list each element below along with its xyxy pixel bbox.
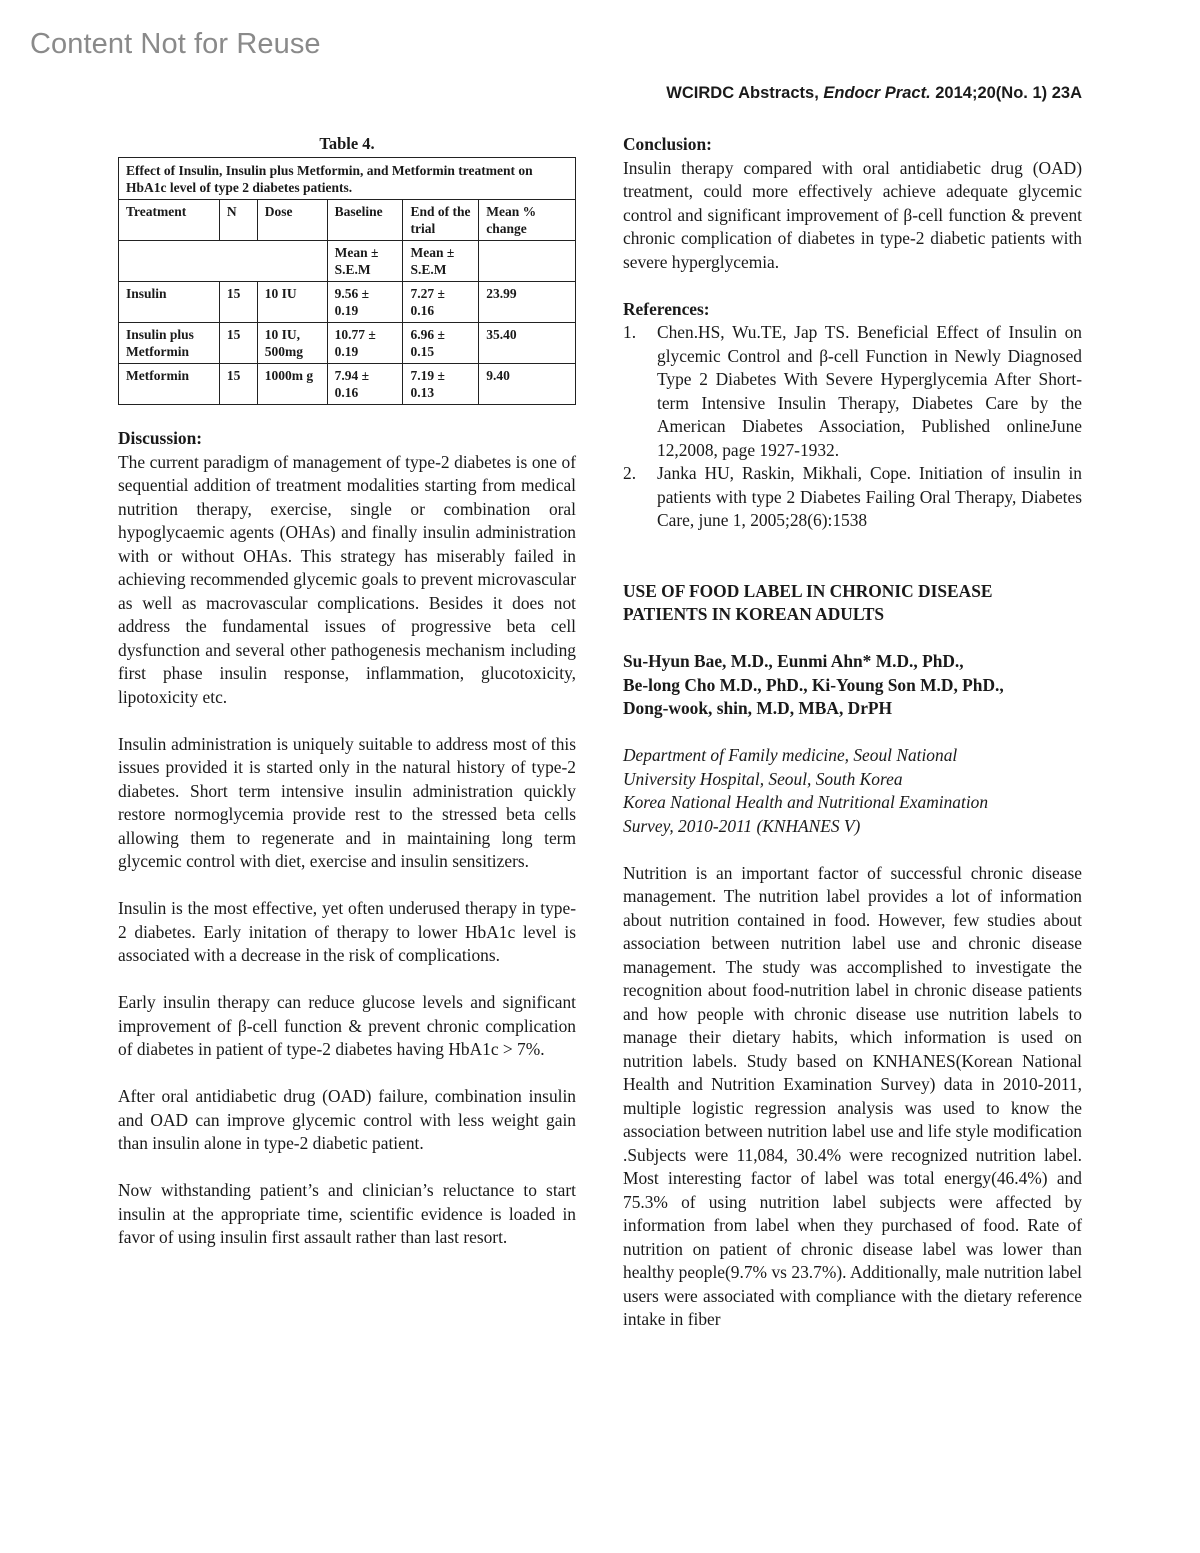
- discussion-paragraph: Insulin is the most effective, yet often underused therapy in type-2 diabetes. Early initation of therapy to lower HbA1c level is associated with a decrease in the risk of complications.: [118, 898, 576, 965]
- cell-baseline: 9.56 ± 0.19: [327, 282, 403, 323]
- header-mean-change: Mean % change: [479, 200, 576, 241]
- cell-treatment: Metformin: [119, 364, 220, 405]
- table-row: [119, 364, 576, 405]
- running-head-prefix: WCIRDC Abstracts,: [666, 84, 824, 102]
- author-line: Su-Hyun Bae, M.D., Eunmi Ahn* M.D., PhD.,: [623, 651, 964, 671]
- watermark: Content Not for Reuse: [30, 28, 321, 60]
- table-row: [119, 323, 576, 364]
- affiliation-line: Survey, 2010-2011 (KNHANES V): [623, 815, 861, 836]
- references-list: [623, 321, 1082, 533]
- references-heading: References:: [623, 298, 710, 319]
- header-n: N: [219, 200, 257, 241]
- reference-item: [623, 462, 1082, 533]
- affiliation-line: University Hospital, Seoul, South Korea: [623, 768, 903, 789]
- article-body: Nutrition is an important factor of successful chronic disease management. The nutrition label provides a lot of information about nutrition contained in food. However, few studies about association between nutrition label use and chronic disease management. The study was accomplished to investigate the recognition about food-nutrition label in chronic disease patients and how people with chronic disease use nutrition labels to manage their dietary habits, which information is used on nutrition labels. Study based on KNHANES(Korean National Health and Nutrition Examination Survey) data in 2010-2011, multiple logistic regression analysis was used to know the association between nutrition label use and life style modification .Subjects were 11,084, 30.4% were recognized nutrition label. Most interesting factor of label was total energy(46.4%) and 75.3% of using nutrition label subjects were affected by information from label when they purchased of food. Rate of nutrition on patient of chronic disease label was lower than healthy people(9.7% vs 23.7%). Additionally, male nutrition label users were associated with compliance with the dietary reference intake in fiber: [623, 862, 1082, 1329]
- affiliation-line: Korea National Health and Nutritional Examination: [623, 792, 989, 812]
- subheader-end: Mean ± S.E.M: [403, 241, 479, 282]
- table-row: [119, 282, 576, 323]
- table-subheader-row: [119, 241, 576, 282]
- header-treatment: Treatment: [119, 200, 220, 241]
- cell-end: 7.19 ± 0.13: [403, 364, 479, 405]
- subheader-empty: [119, 241, 328, 282]
- article-title-line: PATIENTS IN KOREAN ADULTS: [623, 604, 885, 624]
- cell-baseline: 10.77 ± 0.19: [327, 323, 403, 364]
- discussion-paragraph: Now withstanding patient’s and clinician’s reluctance to start insulin at the appropriate time, scientific evidence is loaded in favor of using insulin first assault rather than last resort.: [118, 1180, 576, 1247]
- conclusion-text: Insulin therapy compared with oral antidiabetic drug (OAD) treatment, could more effectively achieve adequate glycemic control and significant improvement of β-cell function & prevent chronic complication of diabetes in type-2 diabetic patients with severe hyperglycemia.: [623, 157, 1082, 272]
- cell-dose: 10 IU: [257, 282, 327, 323]
- cell-end: 7.27 ± 0.16: [403, 282, 479, 323]
- discussion-paragraph: Insulin administration is uniquely suitable to address most of this issues provided it is started only in the natural history of type-2 diabetes. Short term intensive insulin administration quickly restore normoglycemia provide rest to the stressed beta cells allowing them to regenerate and in maintaining long term glycemic control with diet, exercise and insulin sensitizers.: [118, 733, 576, 871]
- discussion-paragraph: The current paradigm of management of type-2 diabetes is one of sequential addition of treatment modalities starting from medical nutrition therapy, exercise, single or combination oral hypoglycaemic agents (OHAs) and finally insulin administration with or without OHAs. This strategy has miserably failed in achieving recommended glycemic goals to prevent microvascular as well as macrovascular complications. Besides it does not address the fundamental issues of progressive beta cell dysfunction and several other pathogenesis mechanism including first phase insulin response, inflammation, glucotoxicity, lipotoxicity etc.: [118, 451, 576, 707]
- right-column: [623, 133, 1082, 1332]
- table-header-row: [119, 200, 576, 241]
- cell-mean-change: 23.99: [479, 282, 576, 323]
- cell-dose: 1000m g: [257, 364, 327, 405]
- table-title: Table 4.: [319, 134, 375, 153]
- cell-dose: 10 IU, 500mg: [257, 323, 327, 364]
- reference-text: Chen.HS, Wu.TE, Jap TS. Beneficial Effect of Insulin on glycemic Control and β-cell Function in Newly Diagnosed Type 2 Diabetes With Severe Hyperglycemia After Short-term Intensive Insulin Therapy, Diabetes Care by the American Diabetes Association, Published onlineJune 12,2008, page 1927-1932.: [657, 322, 1082, 460]
- discussion-heading: Discussion:: [118, 428, 203, 448]
- cell-n: 15: [219, 364, 257, 405]
- left-column: [118, 133, 576, 1250]
- cell-treatment: Insulin plus Metformin: [119, 323, 220, 364]
- reference-text: Janka HU, Raskin, Mikhali, Cope. Initiation of insulin in patients with type 2 Diabetes Failing Oral Therapy, Diabetes Care, june 1, 2005;28(6):1538: [657, 463, 1082, 530]
- cell-n: 15: [219, 323, 257, 364]
- author-list: [623, 650, 1082, 721]
- cell-mean-change: 35.40: [479, 323, 576, 364]
- header-dose: Dose: [257, 200, 327, 241]
- journal-name: Endocr Pract.: [823, 84, 931, 102]
- reference-number: 2.: [623, 463, 637, 483]
- reference-item: [623, 321, 1082, 462]
- discussion-paragraph: After oral antidiabetic drug (OAD) failure, combination insulin and OAD can improve glycemic control with less weight gain than insulin alone in type-2 diabetic patient.: [118, 1086, 576, 1153]
- affiliation: [623, 744, 1082, 838]
- discussion-paragraph: Early insulin therapy can reduce glucose levels and significant improvement of β-cell function & prevent chronic complication of diabetes in patient of type-2 diabetes having HbA1c > 7%.: [118, 992, 576, 1059]
- author-line: Dong-wook, shin, M.D, MBA, DrPH: [623, 698, 893, 718]
- cell-end: 6.96 ± 0.15: [403, 323, 479, 364]
- cell-n: 15: [219, 282, 257, 323]
- conclusion-heading: Conclusion:: [623, 134, 712, 154]
- reference-number: 1.: [623, 322, 637, 342]
- table-caption: Effect of Insulin, Insulin plus Metformin, and Metformin treatment on HbA1c level of type 2 diabetes patients.: [119, 158, 576, 200]
- subheader-baseline: Mean ± S.E.M: [327, 241, 403, 282]
- cell-mean-change: 9.40: [479, 364, 576, 405]
- subheader-mean-change: [479, 241, 576, 282]
- header-end-of-trial: End of the trial: [403, 200, 479, 241]
- running-head-citation: 2014;20(No. 1) 23A: [930, 84, 1082, 102]
- article-title: [623, 580, 1082, 627]
- author-line: Be-long Cho M.D., PhD., Ki-Young Son M.D, PhD.,: [623, 674, 1004, 695]
- cell-baseline: 7.94 ± 0.16: [327, 364, 403, 405]
- affiliation-line: Department of Family medicine, Seoul National: [623, 745, 958, 765]
- running-head: [666, 84, 1082, 103]
- article-title-line: USE OF FOOD LABEL IN CHRONIC DISEASE: [623, 580, 993, 601]
- results-table: [118, 157, 576, 405]
- cell-treatment: Insulin: [119, 282, 220, 323]
- header-baseline: Baseline: [327, 200, 403, 241]
